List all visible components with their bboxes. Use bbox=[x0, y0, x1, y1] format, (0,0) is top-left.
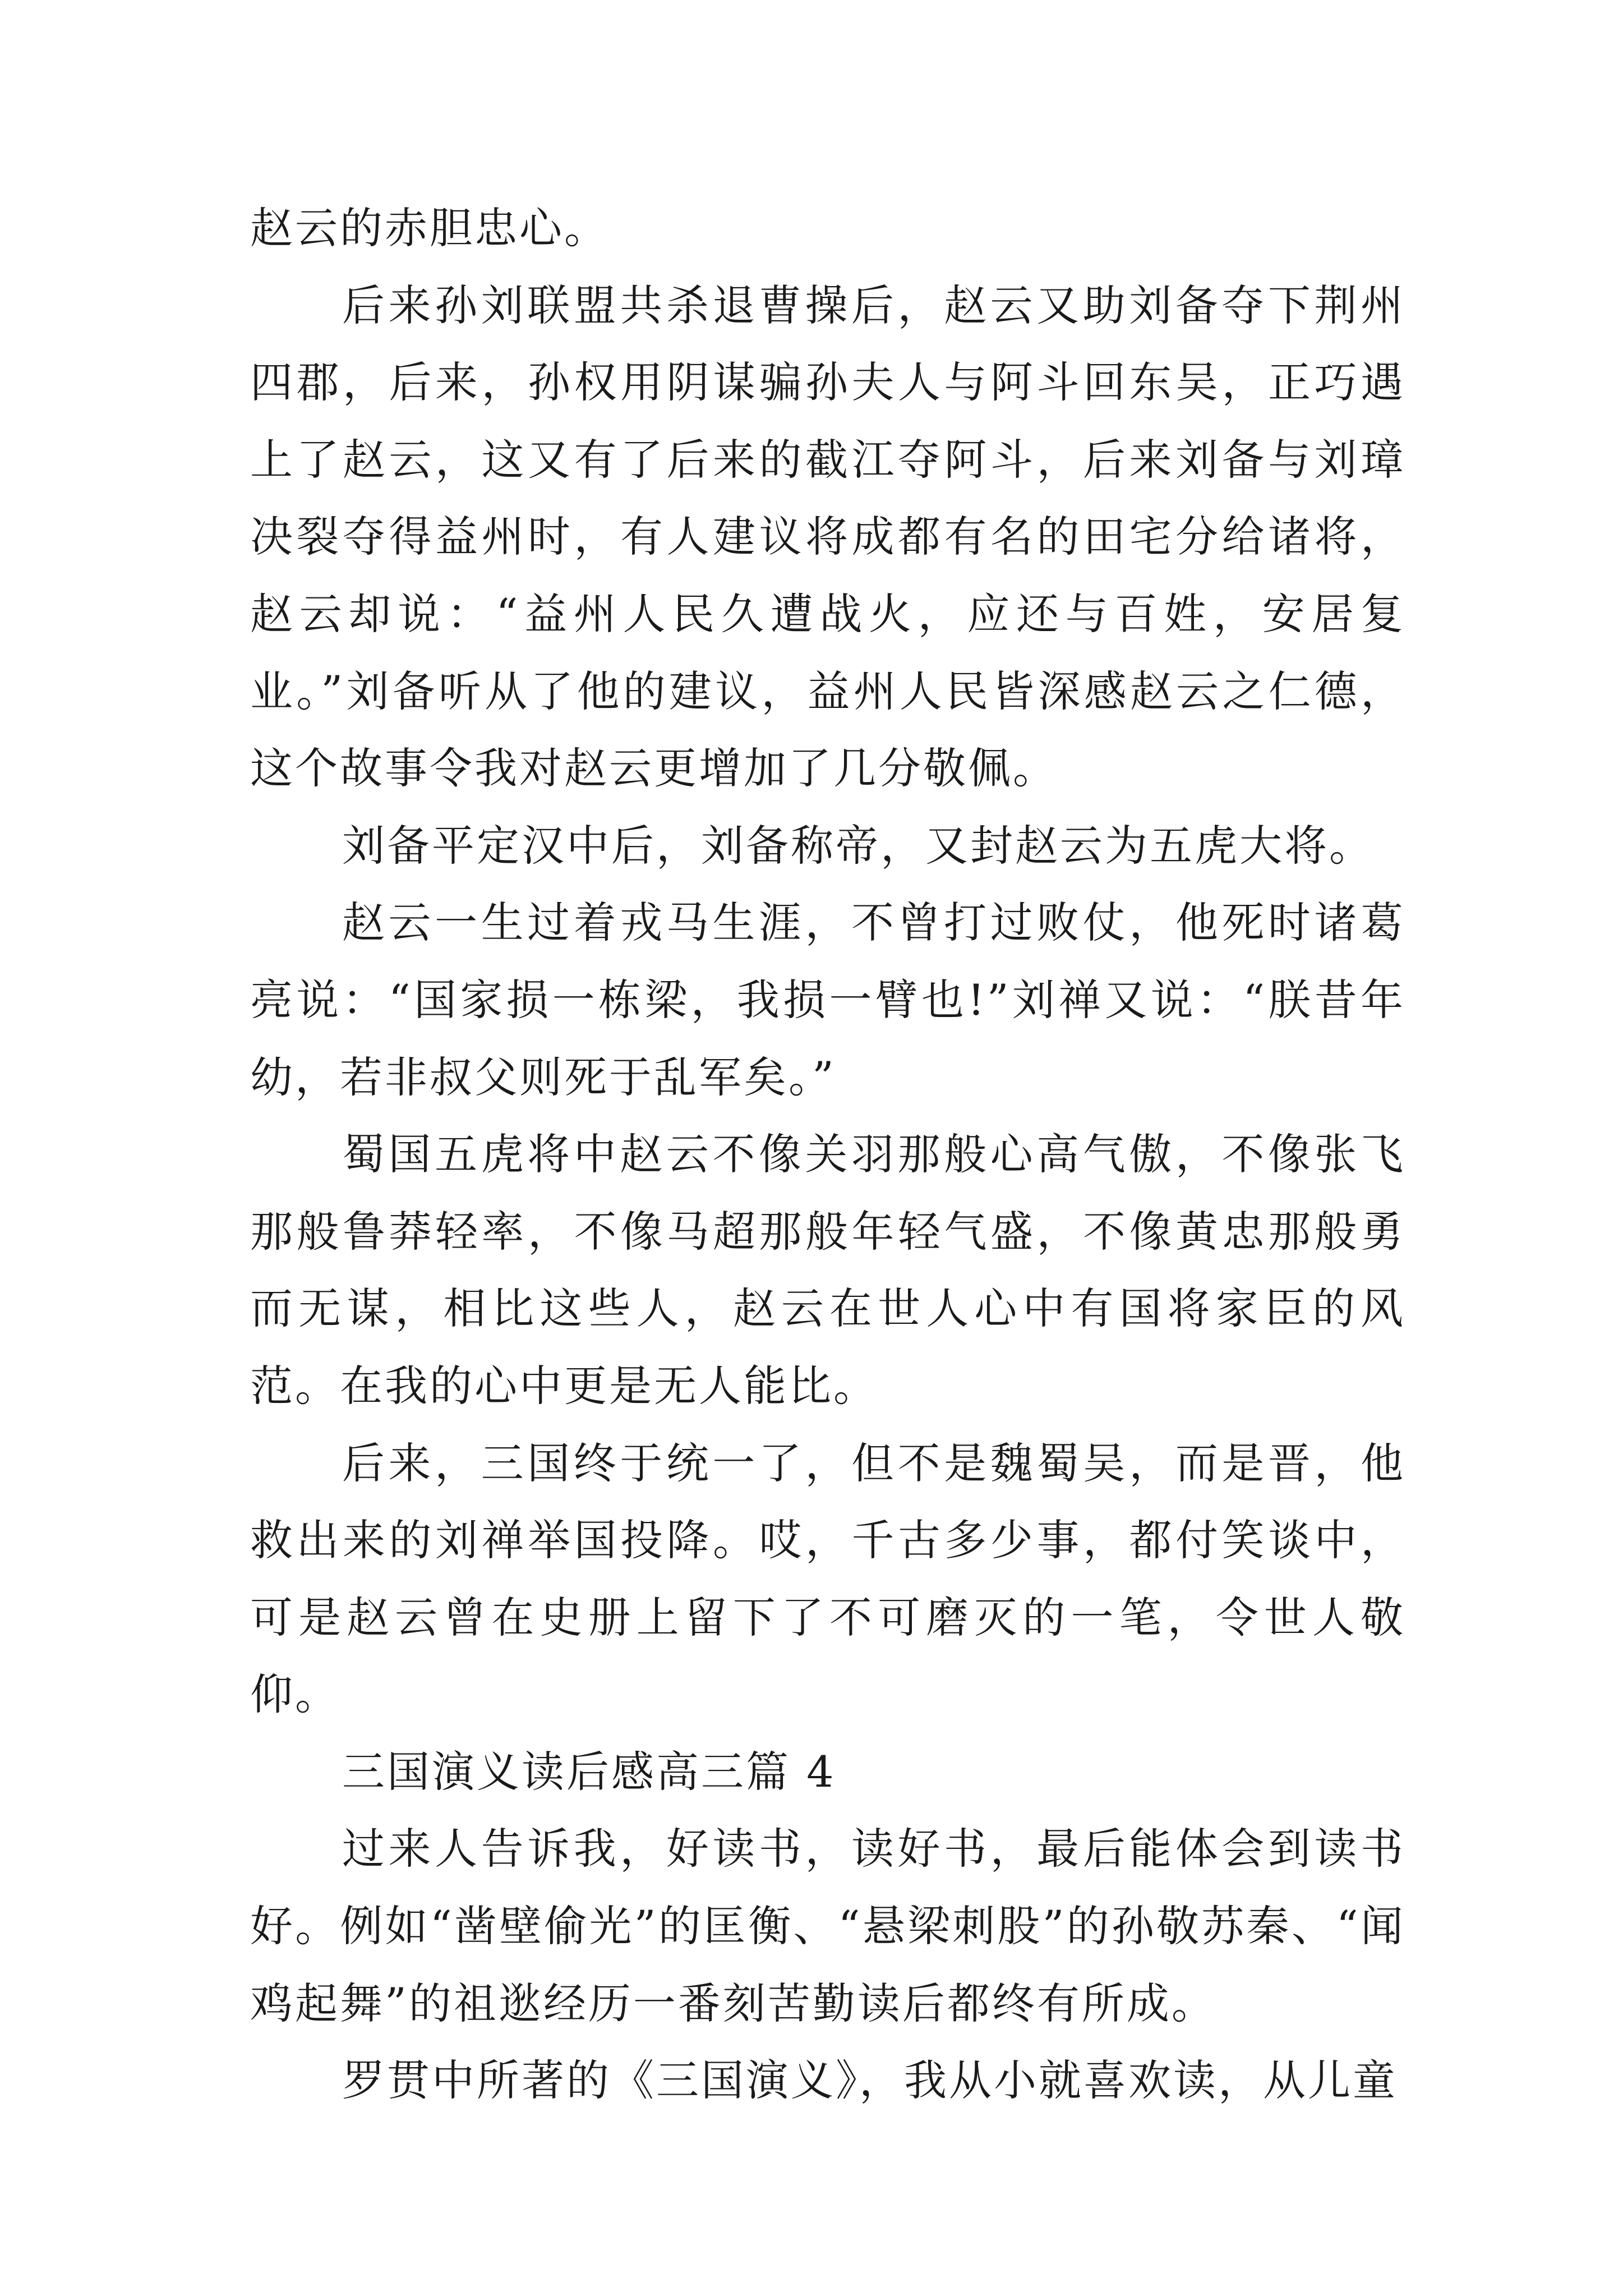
paragraph-6: 后来，三国终于统一了，但不是魏蜀吴，而是晋，他救出来的刘禅举国投降。哎，千古多少事，都付笑谈中，可是赵云曾在史册上留下了不可磨灭的一笔，令世人敬仰。 bbox=[250, 1438, 1405, 1720]
paragraph-1: 赵云的赤胆忠心。 bbox=[250, 203, 609, 253]
paragraph-8: 罗贯中所著的《三国演义》，我从小就喜欢读，从儿童 bbox=[342, 2055, 1398, 2106]
paragraph-2: 后来孙刘联盟共杀退曹操后，赵云又助刘备夺下荆州四郡，后来，孙权用阴谋骗孙夫人与阿斗回东吴，正巧遇上了赵云，这又有了后来的截江夺阿斗，后来刘备与刘璋决裂夺得益州时，有人建议将成都有名的田宅分给诸将，赵云却说：“益州人民久遭战火，应还与百姓，安居复业。”刘备听从了他的建议，益州人民皆深感赵云之仁德，这个故事令我对赵云更增加了几分敬佩。 bbox=[250, 280, 1405, 794]
paragraph-5: 蜀国五虎将中赵云不像关羽那般心高气傲，不像张飞那般鲁莽轻率，不像马超那般年轻气盛，不像黄忠那般勇而无谋，相比这些人，赵云在世人心中有国将家臣的风范。在我的心中更是无人能比。 bbox=[250, 1129, 1405, 1411]
paragraph-7: 过来人告诉我，好读书，读好书，最后能体会到读书好。例如“凿壁偷光”的匡衡、“悬梁刺股”的孙敬苏秦、“闻鸡起舞”的祖逖经历一番刻苦勤读后都终有所成。 bbox=[250, 1824, 1405, 2028]
section-heading: 三国演义读后感高三篇 4 bbox=[342, 1746, 836, 1797]
paragraph-4: 赵云一生过着戎马生涯，不曾打过败仗，他死时诸葛亮说：“国家损一栋梁，我损一臂也!”刘禅又说：“朕昔年幼，若非叔父则死于乱军矣。” bbox=[250, 898, 1405, 1102]
document-body bbox=[250, 190, 1405, 2119]
paragraph-3: 刘备平定汉中后，刘备称帝，又封赵云为五虎大将。 bbox=[342, 820, 1374, 871]
